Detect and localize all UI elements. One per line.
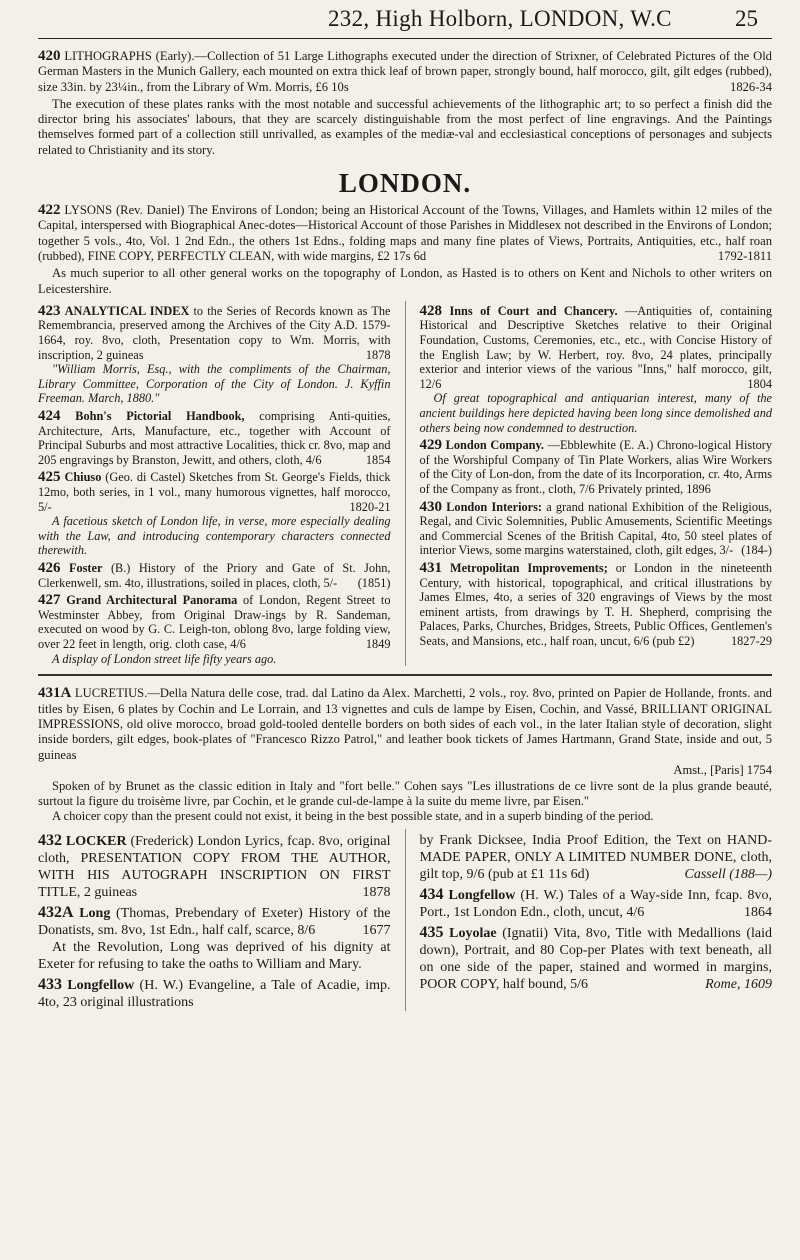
lot-number: 431 (419, 559, 442, 576)
lot-title: ANALYTICAL INDEX (64, 303, 190, 318)
lot-title: Longfellow (67, 977, 135, 993)
list-item (38, 409, 391, 467)
lot-date: Rome, 1609 (705, 976, 772, 992)
lot-date: (184-) (741, 543, 772, 558)
lot-text: (Geo. di Castel) Sketches from St. George's Fields, thick 12mo, both series, in 1 vol., many humorous vignettes, half morocco, 5/- (38, 470, 391, 514)
left-column-2 (38, 829, 391, 1011)
lot-number: 424 (38, 408, 61, 425)
lot-number: 426 (38, 559, 61, 576)
page-header (38, 0, 772, 32)
column-divider (405, 829, 406, 1011)
lot-title: Grand Architectural Panorama (66, 593, 238, 608)
list-item (420, 500, 773, 558)
lot-date: Amst., [Paris] 1754 (673, 763, 772, 778)
lot-date: Cassell (188—) (684, 866, 772, 882)
lot-420-entry (38, 49, 772, 95)
lot-date: 1864 (744, 904, 772, 920)
two-column-listing-2 (38, 829, 772, 1011)
lot-date: 1677 (362, 922, 391, 938)
lot-text: —Antiquities of, containing Historical and Descriptive Sketches relative to their Original Foundation, Customs, Ceremonies, etc., etc., with Concise History of the English Law; by W. Herbert, roy. 8vo, 24 plates, principally exterior and interior views of the various "Inns," half morocco, gilt, 12/6 (419, 303, 773, 391)
lot-title: London Interiors: (446, 499, 542, 514)
lot-text: (H. W.) Evangeline, a Tale of Acadie, imp. 4to, 23 original illustrations (38, 977, 391, 1010)
lot-text: by Frank Dicksee, India Proof Edition, the Text on HAND-MADE PAPER, ONLY A LIMITED NUMBER DONE, cloth, gilt top, 9/6 (pub at £1 11s 6d) (419, 832, 772, 882)
lot-number: 435 (419, 923, 444, 941)
lot-date: 1878 (362, 884, 391, 900)
lot-date: 1878 (365, 347, 391, 362)
lot-text: (H. W.) Tales of a Way-side Inn, fcap. 8vo, Port., 1st London Edn., cloth, uncut, 4/6 (419, 887, 773, 920)
list-item (38, 976, 391, 1011)
lot-text: (Thomas, Prebendary of Exeter) History of the Donatists, sm. 8vo, 1st Edn., half calf, scarce, 8/6 (38, 905, 391, 938)
section-title: LONDON. (338, 168, 472, 199)
lot-date: 1792-1811 (717, 248, 772, 263)
lot-420 (38, 49, 772, 158)
lot-date: 1826-34 (730, 79, 772, 94)
lot-heading: LUCRETIUS.—Della Natura delle cose, trad. dal Latino da Alex. Marchetti, 2 vols., roy. 8vo, printed on Papier de Hollande, fronts. and titles by Eisen, 6 plates by Cochin and Le Lorrain, and 13 vignettes and culs de lampe by Eisen, Cochin, and Vassé, BRILLIANT ORIGINAL IMPRESSIONS, old olive morocco, broad gold-tooled dentelle borders on both sides of each vol., in the later Italian style of decoration, slight inside borders, gilt edges, book-plates of "Francesco Rizzo Patrol," and leather book tickets of James Hartmann, Grand State, inside and out, 5 guineas (38, 686, 772, 762)
lot-note-2: A choicer copy than the present could not exist, it being in the best possible state, and in a superb binding of the period. (52, 809, 654, 824)
lot-number: 432A (38, 903, 74, 921)
left-column (38, 301, 391, 666)
lot-text: (B.) History of the Priory and Gate of St. John, Clerkenwell, sm. 4to, illustrations, soiled in places, cloth, 5/- (38, 560, 391, 590)
lot-date: (1851) (357, 575, 391, 590)
lot-text: (Ignatii) Vita, 8vo, Title with Medallions (laid down), Portrait, and 80 Cop-per Plates with text beneath, all on one side of the paper, stained and wormed in margins, POOR COPY, half bound, 5/6 (419, 925, 773, 992)
column-divider (405, 301, 406, 666)
lot-number: 429 (419, 437, 442, 454)
list-item (38, 593, 391, 651)
lot-number: 422 (38, 202, 61, 219)
lot-note: As much superior to all other general works on the topography of London, as Hasted is to others on Kent and Nichols to other writers on Leicestershire. (38, 266, 772, 296)
lot-number: 427 (38, 592, 61, 609)
lot-note: Of great topographical and antiquarian interest, many of the ancient buildings here depicted having been long since demolished and others being now condemned to destruction. (419, 391, 772, 435)
lot-title: Loyolae (449, 925, 497, 941)
address-heading: 232, High Holborn, LONDON, W.C (328, 6, 672, 31)
list-item (38, 304, 391, 362)
lot-note: The execution of these plates ranks with the most notable and successful achievements of the lithographic art; to so perfect a finish did the director bring his associates' labours, that they are scarcely distinguishable from the most perfect of line engravings. And the Paintings themselves formed part of a collection still unrivalled, as examples of the mediæ-val and ecclesiastical conceptions of personages and subjects related to Christianity and its story. (38, 96, 772, 157)
lot-title: Inns of Court and Chancery. (449, 303, 618, 318)
right-column (420, 301, 773, 666)
lot-number: 420 (38, 48, 61, 64)
lot-note: A display of London street life fifty years ago. (52, 651, 277, 666)
lot-title: Longfellow (448, 887, 516, 903)
lot-text: of London, Regent Street to Westminster Abbey, from Original Draw-ings by R. Sandeman, executed on wood by G. C. Leigh-ton, oblong 8vo, large folding view, over 22 feet in length, orig. cloth case, 4/6 (38, 593, 391, 651)
lot-date: 1827-29 (731, 633, 772, 648)
lot-431a-entry (38, 686, 772, 763)
lot-title: Bohn's Pictorial Handbook, (75, 409, 245, 424)
lot-text: (Frederick) London Lyrics, fcap. 8vo, original cloth, PRESENTATION COPY FROM THE AUTHOR, WITH HIS AUTOGRAPH INSCRIPTION ON FIRST TITLE, 2 guineas (38, 833, 391, 900)
lot-note: At the Revolution, Long was deprived of his dignity at Exeter for refusing to take the oaths to William and Mary. (38, 939, 391, 972)
lot-text: or London in the nineteenth Century, with historical, topographical, and critical illustrations by James Elmes, 4to, a series of 320 engravings of Views by the most eminent artists, from drawings by T. H. Shepherd, comprising the Palaces, Parks, Churches, Bridges, Streets, Public Offices, Gentlemen's Seats, and Mansions, etc., half roan, uncut, 6/6 (pub £2) (419, 560, 772, 648)
lot-number: 428 (419, 302, 442, 319)
lot-422-entry (38, 203, 772, 264)
section-rule (38, 674, 772, 676)
lot-number: 423 (38, 302, 61, 319)
lot-note: Spoken of by Brunet as the classic edition in Italy and "fort belle." Cohen says "Les illustrations de ce livre sont de la plus grande beauté, surtout la figure du troisème livre, par Cochin, et le grande cul-de-lampe à la suite du meme livre, par Eisen." (38, 778, 772, 808)
list-item (38, 470, 391, 514)
lot-431a (38, 686, 772, 825)
lot-title: Long (79, 905, 111, 921)
page-number: 25 (735, 6, 758, 31)
list-item (38, 904, 391, 939)
list-item (420, 924, 773, 993)
list-item (420, 832, 773, 883)
list-item (38, 561, 391, 590)
lot-title: Foster (68, 560, 103, 575)
lot-date: 1854 (365, 452, 391, 467)
lot-422 (38, 203, 772, 297)
lot-number: 431A (38, 685, 72, 702)
lot-number: 434 (419, 885, 444, 903)
lot-note: A facetious sketch of London life, in verse, more especially dealing with the Law, and introducing contemporary characters connected therewith. (38, 514, 391, 558)
list-item (420, 304, 773, 392)
list-item (38, 832, 391, 901)
lot-text: to the Series of Records known as The Remembrancia, preserved among the Archives of the City A.D. 1579-1664, roy. 8vo, cloth, Presentation copy to Wm. Morris, with inscription, 2 guineas (38, 303, 391, 362)
lot-title: London Company. (445, 438, 544, 453)
lot-number: 430 (419, 498, 442, 515)
lot-title: Metropolitan Improvements; (449, 560, 608, 575)
lot-title: LOCKER (65, 833, 127, 849)
lot-number: 432 (38, 831, 62, 849)
lot-heading: LITHOGRAPHS (Early).—Collection of 51 Large Lithographs executed under the direction of Strixner, of Celebrated Pictures of the Old German Masters in the Munich Gallery, each mounted on extra thick leaf of brown paper, strongly bound, half morocco, gilt, gilt edges (rubbed), size 33in. by 23¼in., from the Library of Wm. Morris, £6 10s (38, 49, 772, 94)
lot-title: Chiuso (64, 470, 102, 485)
list-item (420, 438, 773, 496)
list-item (420, 561, 773, 649)
lot-note: "William Morris, Esq., with the compliments of the Chairman, Library Committee, Corporation of the City of London. J. Kyffin Freeman. March, 1880." (38, 362, 391, 406)
lot-text: a grand national Exhibition of the Religious, Regal, and Civic Solemnities, Public Amusements, Scientific Meetings and Commercial Scenes of the British Capital, 4to, 50 steel plates of interior Views, some margins waterstained, cloth, gilt edges, 3/- (419, 499, 772, 558)
lot-text: comprising Anti-quities, Architecture, Arts, Manufacture, etc., together with Account of Principal Suburbs and most attractive Localities, thick cr. 8vo, map and 205 engravings by Branston, Jewitt, and others, cloth, 4/6 (38, 409, 391, 467)
list-item (420, 886, 773, 921)
right-column-2 (420, 829, 773, 1011)
lot-date: 1820-21 (349, 499, 391, 514)
lot-number: 425 (38, 469, 61, 486)
header-rule (38, 38, 772, 39)
lot-number: 433 (38, 975, 62, 993)
lot-heading: LYSONS (Rev. Daniel) The Environs of London; being an Historical Account of the Towns, Villages, and Hamlets within 12 miles of the Capital, interspersed with Biographical Anec-dotes—Historical Account of those Parishes in Middlesex not described in the Environs of London; together 5 vols., 4to, Vol. 1 2nd Edn., the others 1st Edns., folding maps and many fine plates of Views, Portraits, Antiquities, etc., half roan (rubbed), FINE COPY, PERFECTLY CLEAN, with wide margins, £2 17s 6d (38, 203, 773, 263)
lot-date: 1849 (365, 636, 391, 651)
lot-text: —Ebblewhite (E. A.) Chrono-logical History of the Worshipful Company of Tin Plate Workers, alias Wire Workers of the City of Lon-don, from the date of its Incorporation, cr. 4to, Arms of the Company as front., cloth, 7/6 Privately printed, 1896 (419, 438, 773, 496)
two-column-listing (38, 301, 772, 666)
lot-date: 1804 (747, 376, 772, 391)
